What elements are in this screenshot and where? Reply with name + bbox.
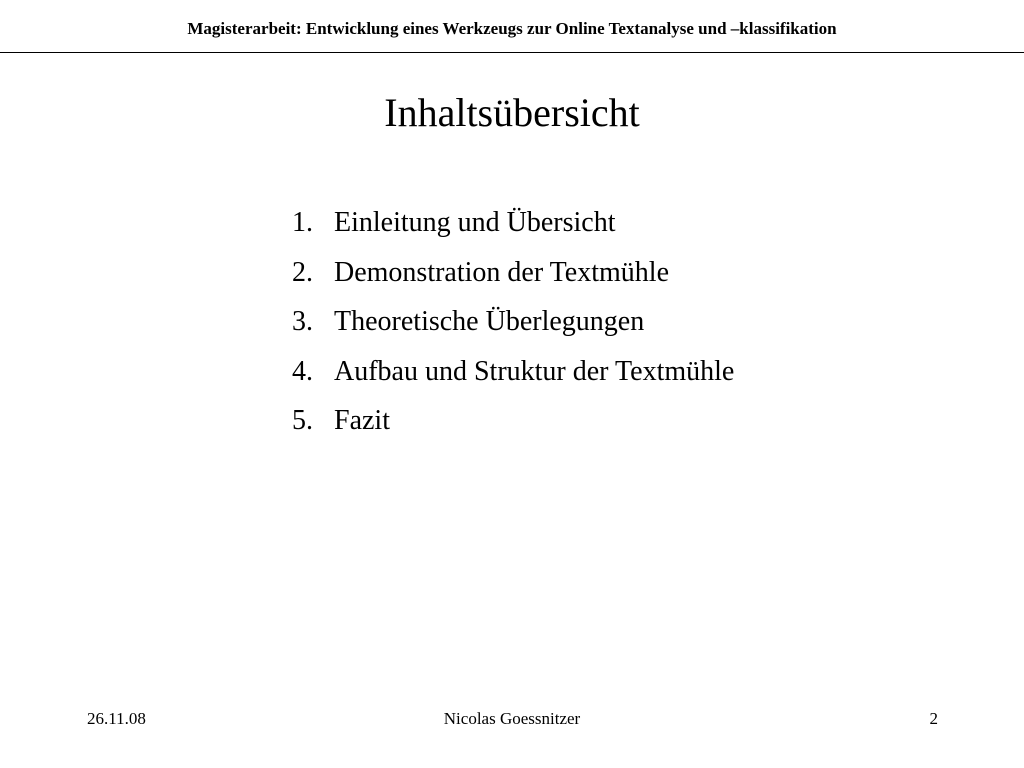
toc-item-number: 4. [292, 355, 313, 387]
toc-item-number: 1. [292, 207, 313, 238]
slide-title: Inhaltsübersicht [384, 90, 640, 135]
toc-item [292, 198, 734, 248]
toc-item-number: 5. [292, 405, 313, 436]
toc-item-label: Theoretische Überlegungen [334, 306, 645, 337]
toc-item [292, 248, 734, 298]
header-divider [0, 52, 1024, 53]
toc-item [292, 297, 734, 347]
toc-item-label: Fazit [334, 405, 390, 436]
toc-item-label: Demonstration der Textmühle [334, 256, 670, 288]
footer-author: Nicolas Goessnitzer [443, 709, 581, 728]
toc-item-label: Einleitung und Übersicht [334, 207, 616, 238]
footer-date: 26.11.08 [87, 709, 146, 728]
toc-item-number: 3. [292, 306, 313, 337]
toc-item-label: Aufbau und Struktur der Textmühle [334, 355, 735, 387]
toc-item-number: 2. [292, 256, 313, 288]
document-header: Magisterarbeit: Entwicklung eines Werkzeugs zur Online Textanalyse und –klassifikation [187, 19, 837, 38]
toc-item [292, 396, 734, 446]
toc-item [292, 347, 734, 397]
page-number: 2 [929, 709, 938, 728]
table-of-contents [292, 198, 734, 446]
